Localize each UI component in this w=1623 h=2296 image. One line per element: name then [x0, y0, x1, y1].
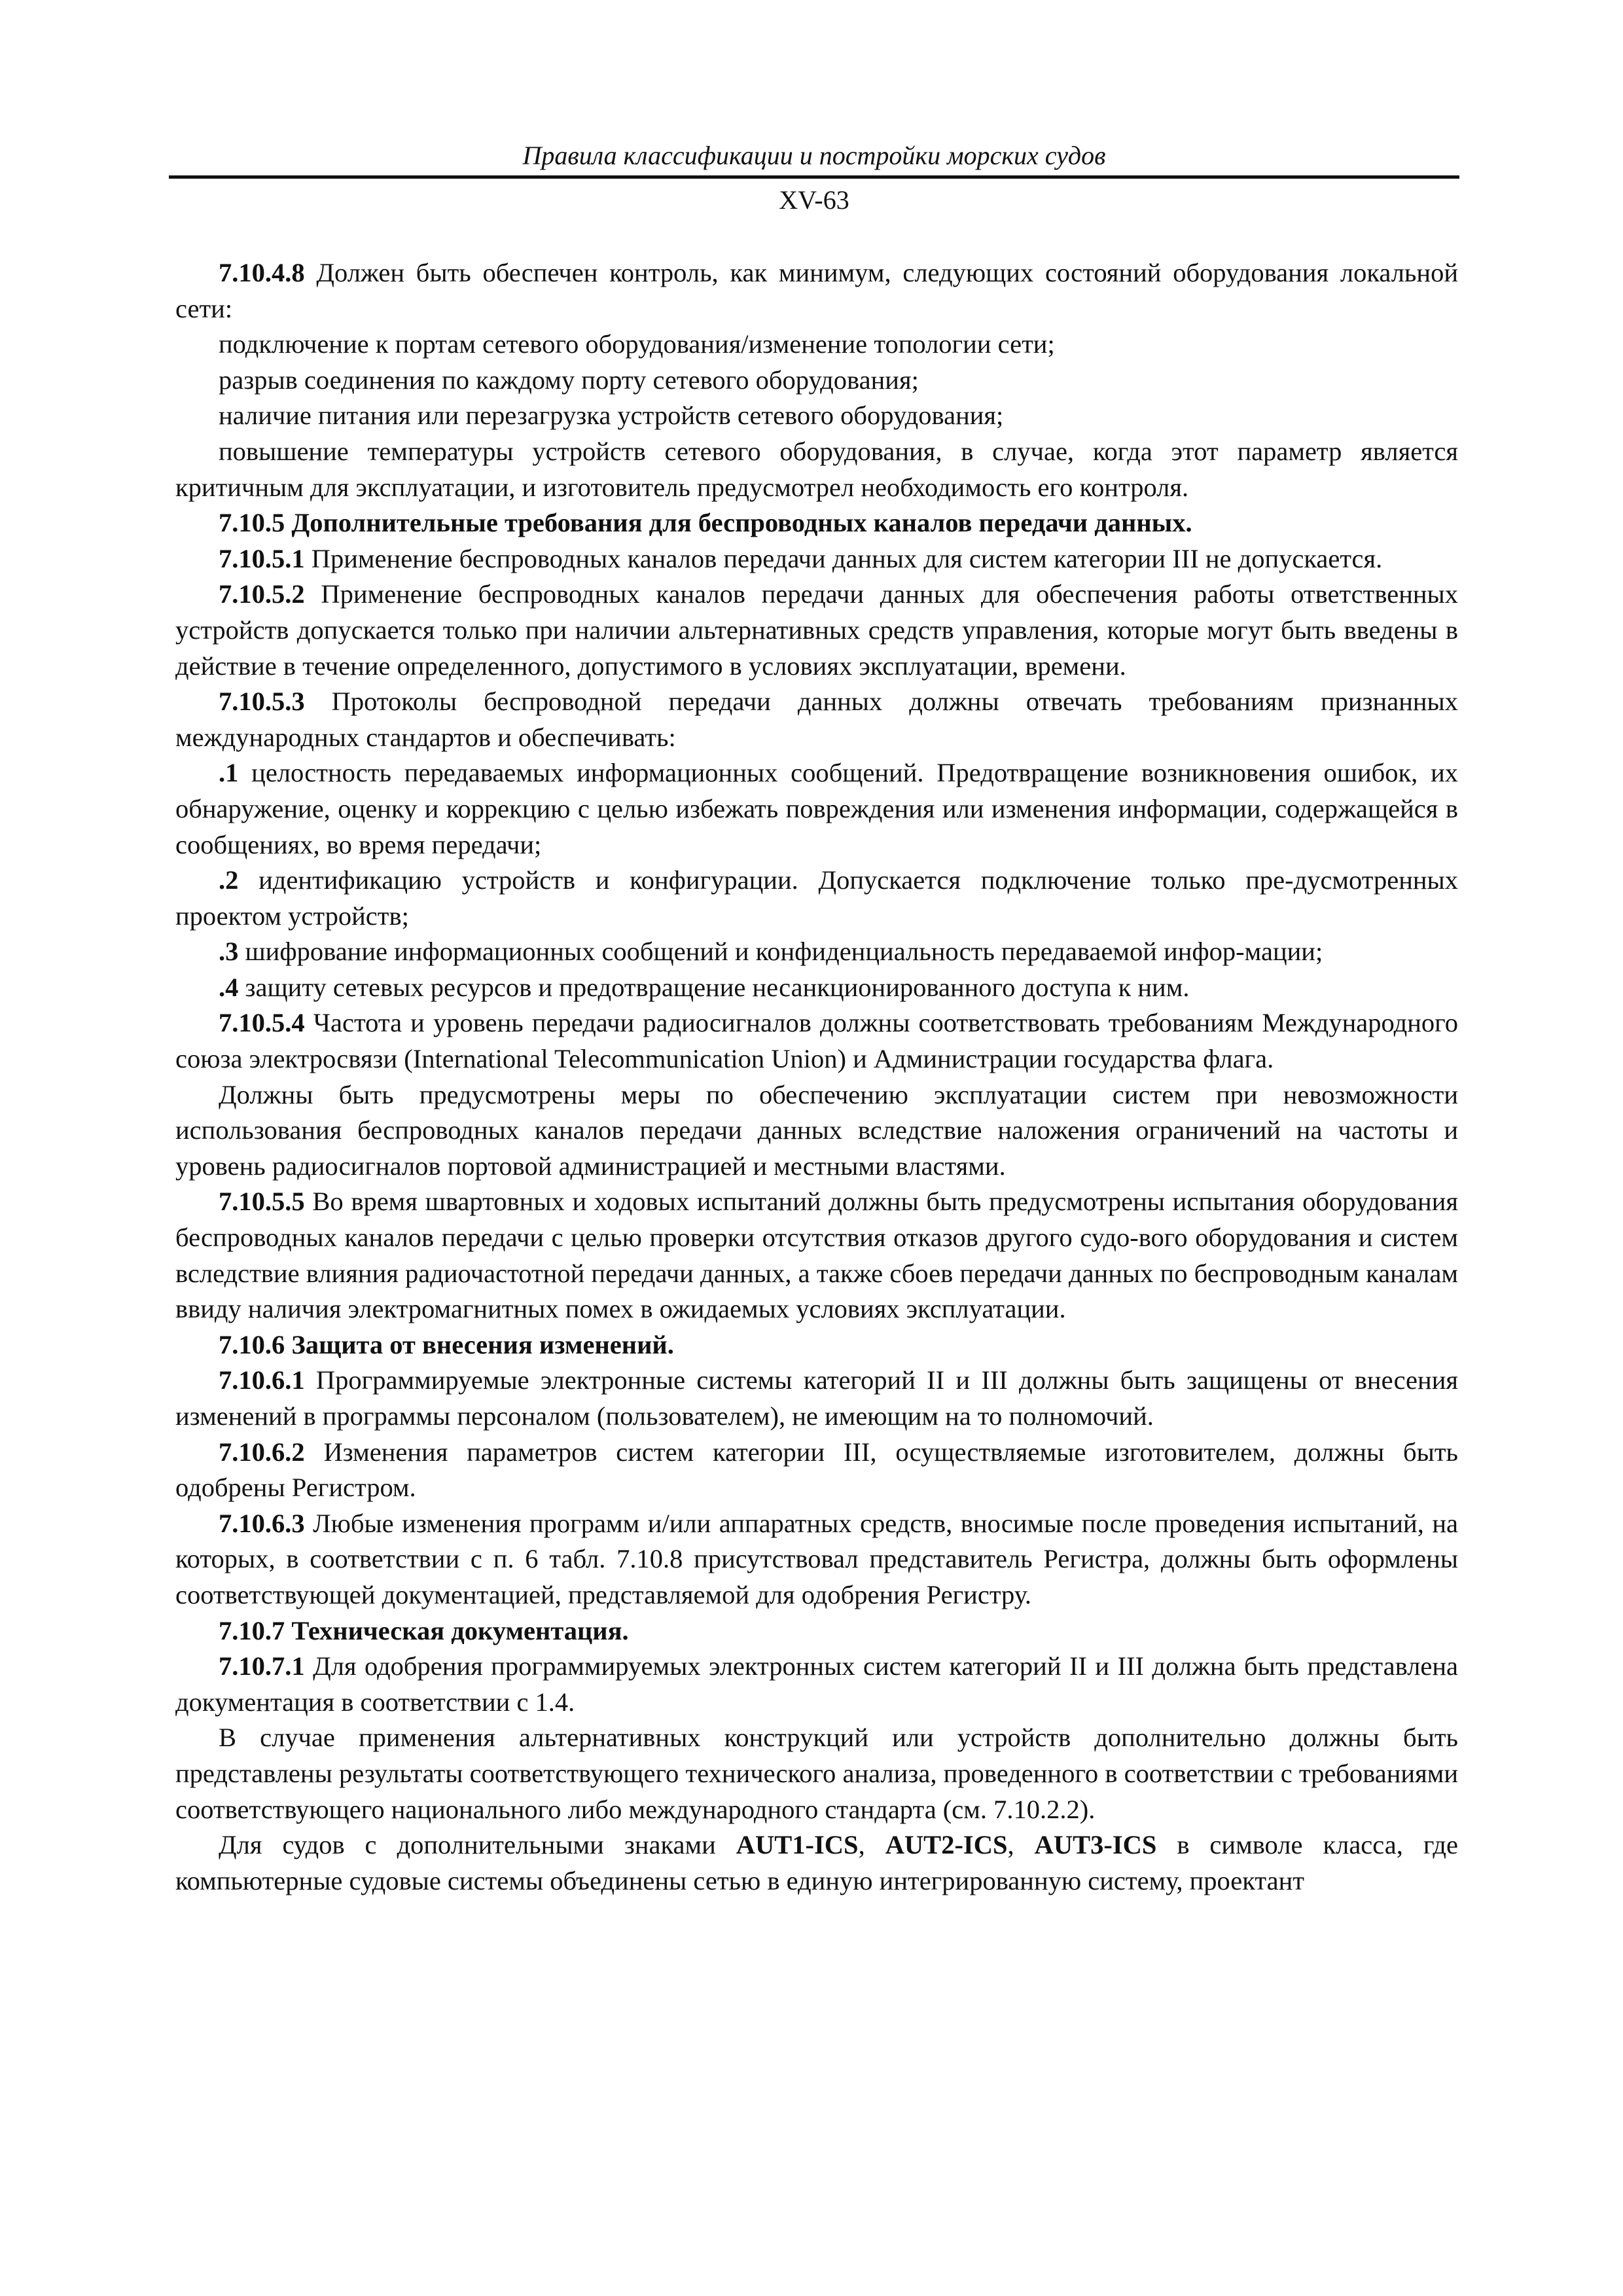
paragraph [175, 684, 1458, 755]
paragraph-text: Применение беспроводных каналов передачи данных для систем категории III не допускается. [304, 543, 1383, 573]
section-heading [175, 1327, 1458, 1363]
clause-number: .2 [219, 865, 239, 895]
paragraph [175, 755, 1458, 863]
paragraph [175, 363, 1458, 399]
class-mark: AUT3-ICS [1034, 1830, 1157, 1860]
clause-number: .4 [219, 972, 239, 1002]
paragraph-text: Во время швартовных и ходовых испытаний должны быть предусмотрены испытания оборудования беспроводных каналов передачи с целью проверки отсутствия отказов другого судо-вого оборудования и систем вследствие влияния радиочастотной передачи данных, а также сбоев передачи данных по беспроводным каналам ввиду наличия электромагнитных помех в ожидаемых условиях эксплуатации. [175, 1187, 1458, 1324]
paragraph-text: Частота и уровень передачи радиосигналов должны соответствовать требованиям Международного союза электросвязи (International Telecommunication Union) и Администрации государства флага. [175, 1008, 1458, 1074]
paragraph-text: наличие питания или перезагрузка устройств сетевого оборудования; [219, 401, 1004, 431]
paragraph [175, 1363, 1458, 1434]
paragraph [175, 577, 1458, 684]
paragraph-text: целостность передаваемых информационных сообщений. Предотвращение возникновения ошибок, их обнаружение, оценку и коррекцию с целью избежать повреждения или изменения информации, содержащейся в сообщениях, во время передачи; [175, 758, 1458, 859]
section-heading [175, 505, 1458, 541]
paragraph-text: Должен быть обеспечен контроль, как минимум, следующих состояний оборудования локальной сети: [175, 258, 1458, 323]
clause-number: 7.10.4.8 [219, 258, 305, 287]
paragraph [175, 327, 1458, 363]
paragraph [175, 1827, 1458, 1899]
running-header: Правила классификации и постройки морских судов [522, 141, 1106, 170]
clause-number: 7.10.7.1 [219, 1651, 305, 1681]
paragraph [175, 1649, 1458, 1720]
paragraph-text: повышение температуры устройств сетевого оборудования, в случае, когда этот параметр является критичным для эксплуатации, и изготовитель предусмотрел необходимость его контроля. [175, 436, 1458, 502]
paragraph [175, 934, 1458, 970]
paragraph-text: подключение к портам сетевого оборудования/изменение топологии сети; [219, 329, 1055, 359]
class-mark: AUT1-ICS [736, 1830, 859, 1860]
paragraph-text: в символе класса, где компьютерные судовые системы объединены сетью в единую интегрированную систему, проектант [175, 1830, 1459, 1895]
paragraph [175, 255, 1458, 327]
header-rule [169, 175, 1459, 179]
clause-number: 7.10.5.3 [219, 687, 305, 717]
paragraph [175, 1005, 1458, 1077]
separator: , [858, 1830, 885, 1860]
paragraph [175, 1435, 1458, 1506]
paragraph [175, 434, 1458, 505]
paragraph-text: Изменения параметров систем категории III, осуществляемые изготовителем, должны быть одобрены Регистром. [175, 1437, 1458, 1503]
paragraph [175, 1506, 1458, 1613]
clause-number: 7.10.7 Техническая документация. [219, 1615, 629, 1645]
clause-number: .1 [219, 758, 239, 788]
paragraph-text: шифрование информационных сообщений и конфиденциальность передаваемой инфор-мации; [238, 937, 1323, 967]
paragraph-text: защиту сетевых ресурсов и предотвращение несанкционированного доступа к ним. [238, 972, 1190, 1002]
paragraph [175, 1184, 1458, 1327]
paragraph [175, 1720, 1458, 1827]
paragraph-text: идентификацию устройств и конфигурации. Допускается подключение только пре-дусмотренных проектом устройств; [175, 865, 1458, 931]
clause-number: 7.10.6.3 [219, 1508, 305, 1538]
clause-number: 7.10.5.4 [219, 1008, 305, 1038]
paragraph-text: разрыв соединения по каждому порту сетевого оборудования; [219, 365, 919, 395]
paragraph-text: Любые изменения программ и/или аппаратных средств, вносимые после проведения испытаний, на которых, в соответствии с п. 6 табл. 7.10.8 присутствовал представитель Регистра, должны быть оформлены соответствующей документацией, представляемой для одобрения Регистру. [175, 1508, 1458, 1609]
page-number: XV-63 [779, 185, 849, 215]
paragraph [175, 863, 1458, 934]
clause-number: 7.10.6.1 [219, 1365, 305, 1395]
clause-number: 7.10.6.2 [219, 1437, 305, 1467]
paragraph [175, 970, 1458, 1006]
document-body [175, 255, 1458, 1899]
clause-number: .3 [219, 937, 239, 967]
clause-number: 7.10.5.1 [219, 543, 305, 573]
section-heading [175, 1613, 1458, 1649]
separator: , [1007, 1830, 1035, 1860]
paragraph-text: В случае применения альтернативных конструкций или устройств дополнительно должны быть представлены результаты соответствующего технического анализа, проведенного в соответствии с требованиями соответствующего национального либо международного стандарта (см. 7.10.2.2). [175, 1723, 1458, 1824]
paragraph-text: Для одобрения программируемых электронных систем категорий II и III должна быть представлена документация в соответствии с 1.4. [175, 1651, 1458, 1717]
paragraph-text: Применение беспроводных каналов передачи данных для обеспечения работы ответственных устройств допускается только при наличии альтернативных средств управления, которые могут быть введены в действие в течение определенного, допустимого в условиях эксплуатации, времени. [175, 579, 1458, 681]
clause-number: 7.10.5 Дополнительные требования для беспроводных каналов передачи данных. [219, 508, 1192, 538]
paragraph [175, 541, 1458, 577]
paragraph [175, 398, 1458, 434]
clause-number: 7.10.5.5 [219, 1187, 305, 1217]
clause-number: 7.10.5.2 [219, 579, 305, 609]
clause-number: 7.10.6 Защита от внесения изменений. [219, 1329, 674, 1359]
paragraph [175, 1077, 1458, 1185]
class-mark: AUT2-ICS [885, 1830, 1008, 1860]
paragraph-text: Должны быть предусмотрены меры по обеспечению эксплуатации систем при невозможности использования беспроводных каналов передачи данных вследствие наложения ограничений на частоты и уровень радиосигналов портовой администрацией и местными властями. [175, 1079, 1458, 1181]
paragraph-text: Для судов с дополнительными знаками [219, 1830, 736, 1860]
paragraph-text: Программируемые электронные системы категорий II и III должны быть защищены от внесения изменений в программы персоналом (пользователем), не имеющим на то полномочий. [175, 1365, 1458, 1431]
paragraph-text: Протоколы беспроводной передачи данных должны отвечать требованиям признанных международных стандартов и обеспечивать: [175, 687, 1458, 752]
